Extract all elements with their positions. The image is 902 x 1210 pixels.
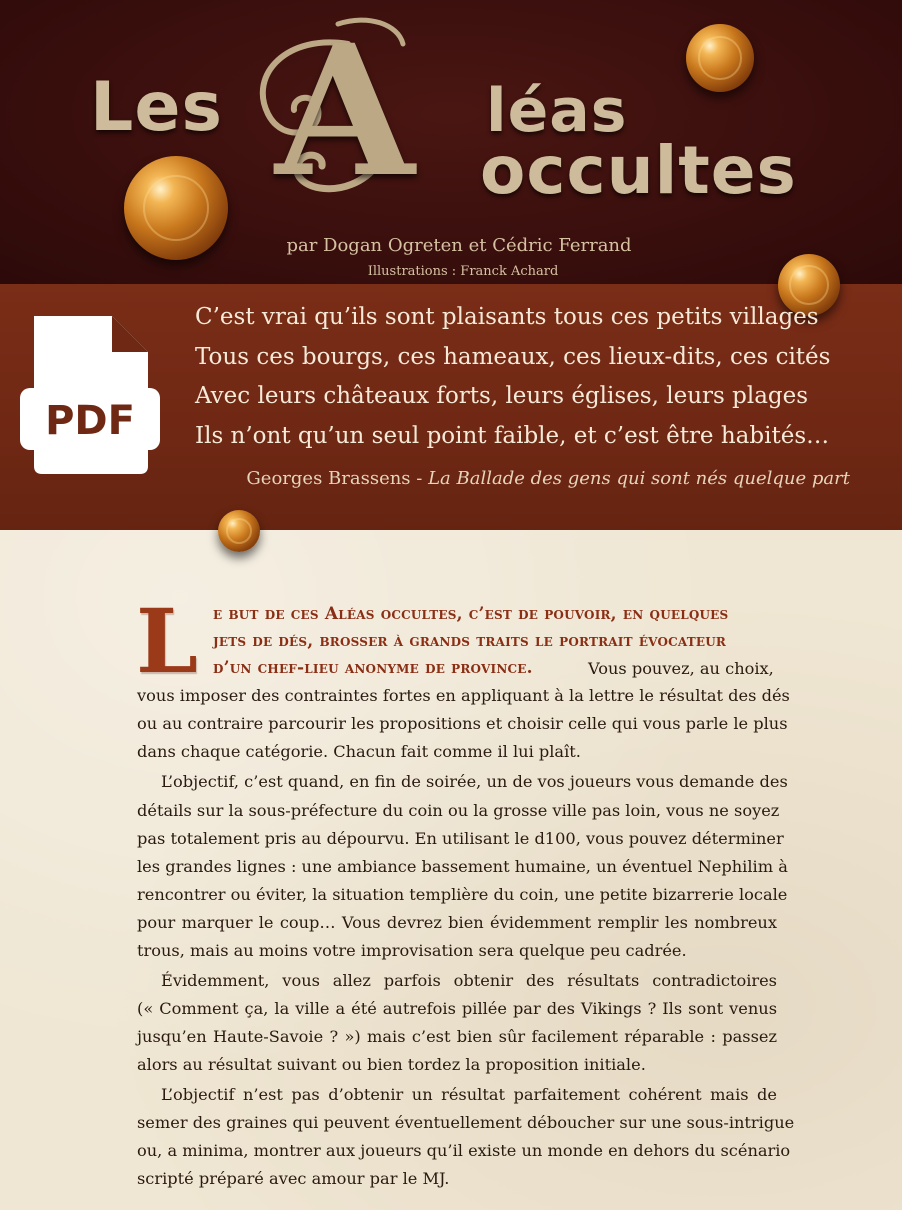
body-line: ou au contraire parcourir les propositions et choisir celle qui vous parle le plus	[137, 714, 788, 733]
title-big-letter: A	[275, 6, 415, 217]
body-line: dans chaque catégorie. Chacun fait comme il lui plaît.	[137, 742, 581, 761]
title-les: Les	[90, 68, 223, 147]
attribution-work: La Ballade des gens qui sont nés quelque part	[428, 468, 850, 489]
body-line: L’objectif n’est pas d’obtenir un résultat parfaitement cohérent mais de	[161, 1085, 777, 1104]
body-line: L’objectif, c’est quand, en fin de soirée, un de vos joueurs vous demande des	[161, 772, 788, 791]
body-line: Évidemment, vous allez parfois obtenir des résultats contradictoires	[161, 971, 777, 990]
body-line: Vous pouvez, au choix,	[588, 659, 774, 678]
authors-credit: par Dogan Ogreten et Cédric Ferrand	[286, 235, 632, 256]
title-aleas: léas	[486, 76, 628, 146]
drop-cap: L	[136, 589, 198, 693]
body-line: semer des graines qui peuvent éventuellement déboucher sur une sous-intrigue	[137, 1113, 795, 1132]
body-line: ou, a minima, montrer aux joueurs qu’il existe un monde en dehors du scénario	[137, 1141, 791, 1160]
body-line: jusqu’en Haute-Savoie ? ») mais c’est bien sûr facilement réparable : passez	[137, 1027, 777, 1046]
body-line: rencontrer ou éviter, la situation templière du coin, une petite bizarrerie locale	[137, 885, 788, 904]
body-line: alors au résultat suivant ou bien tordez la proposition initiale.	[137, 1055, 646, 1074]
body-line: scripté préparé avec amour par le MJ.	[137, 1169, 450, 1188]
epigraph-poem	[195, 298, 830, 456]
pdf-label: PDF	[45, 398, 135, 444]
illustrations-credit: Illustrations : Franck Achard	[367, 264, 559, 279]
poem-line: Avec leurs châteaux forts, leurs églises, leurs plages	[195, 383, 809, 409]
body-line: pour marquer le coup… Vous devrez bien évidemment remplir les nombreux	[137, 913, 777, 932]
poem-line: Ils n’ont qu’un seul point faible, et c’est être habités…	[195, 422, 830, 449]
pdf-file-icon[interactable]	[20, 316, 160, 474]
body-line: les grandes lignes : une ambiance bassement humaine, un éventuel Nephilim à	[137, 857, 788, 876]
body-line: pas totalement pris au dépourvu. En utilisant le d100, vous pouvez déterminer	[137, 829, 784, 848]
gold-bolt-icon	[124, 156, 228, 260]
body-line: vous imposer des contraintes fortes en appliquant à la lettre le résultat des dés	[137, 686, 790, 705]
attribution-author: Georges Brassens -	[246, 468, 423, 489]
body-line: détails sur la sous-préfecture du coin ou la grosse ville pas loin, vous ne soyez	[137, 801, 780, 820]
lead-line: e but de ces Aléas occultes, c’est de pouvoir, en quelques	[213, 604, 729, 624]
poem-line: C’est vrai qu’ils sont plaisants tous ces petits villages	[195, 304, 819, 330]
poem-line: Tous ces bourgs, ces hameaux, ces lieux-dits, ces cités	[195, 343, 831, 370]
lead-line: jets de dés, brosser à grands traits le portrait évocateur	[213, 631, 727, 651]
body-line: trous, mais au moins votre improvisation sera quelque peu cadrée.	[137, 941, 687, 960]
gold-bolt-icon	[218, 510, 260, 552]
title-occultes: occultes	[480, 132, 797, 209]
lead-line: d’un chef-lieu anonyme de province.	[213, 658, 533, 678]
gold-bolt-icon	[686, 24, 754, 92]
epigraph-attribution	[246, 468, 850, 489]
body-line: (« Comment ça, la ville a été autrefois pillée par des Vikings ? Ils sont venus	[137, 999, 777, 1018]
